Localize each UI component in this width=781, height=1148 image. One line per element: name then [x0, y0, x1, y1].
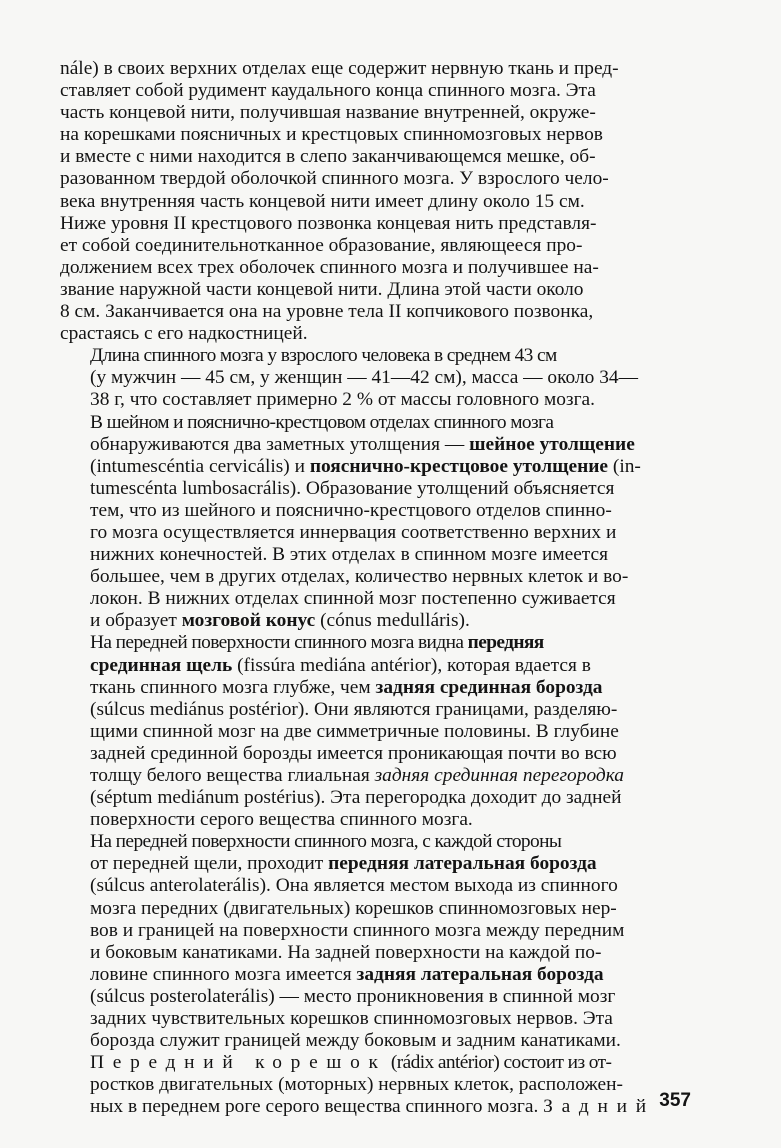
- bold-term: срединная щель: [90, 654, 233, 676]
- text-line: [60, 323, 688, 345]
- text-segment: от передней щели, проходит: [90, 853, 329, 875]
- text-segment: нижних конечностей. В этих отделах в спинном мозге имеется: [90, 544, 609, 566]
- text-line: [60, 632, 688, 654]
- text-line: [60, 124, 688, 146]
- text-segment: ных в переднем роге серого вещества спинного мозга.: [90, 1096, 544, 1118]
- text-segment: ет собой соединительнотканное образование, являющееся про-: [60, 234, 583, 256]
- text-segment: На передней поверхности спинного мозга видна: [90, 632, 468, 654]
- text-line: [60, 434, 688, 456]
- text-line: [60, 102, 688, 124]
- paragraph: [60, 345, 688, 411]
- text-segment: задней срединной борозды имеется проникающая почти во всю: [90, 742, 617, 764]
- text-segment: должением всех трех оболочек спинного мозга и получившее на-: [60, 256, 599, 278]
- text-line: [60, 831, 688, 853]
- text-line: [60, 478, 688, 500]
- bold-term: задняя латеральная борозда: [356, 963, 604, 985]
- text-line: [60, 898, 688, 920]
- text-line: [60, 146, 688, 168]
- text-segment: го мозга осуществляется иннервация соответственно верхних и: [90, 521, 617, 543]
- text-segment: (rádix antérior) состоит из от-: [386, 1052, 612, 1074]
- text-segment: часть концевой нити, получившая название внутренней, окруже-: [60, 102, 596, 124]
- text-line: [60, 191, 688, 213]
- bold-term: шейное утолщение: [469, 433, 635, 455]
- text-segment: (in-: [608, 455, 641, 477]
- text-line: [60, 279, 688, 301]
- text-segment: На передней поверхности спинного мозга, с каждой стороны: [90, 831, 562, 853]
- text-line: [60, 588, 688, 610]
- text-segment: (fissúra mediána antérior), которая вдается в: [232, 654, 591, 676]
- text-line: [60, 213, 688, 235]
- paragraph: [60, 831, 688, 1052]
- text-segment: (súlcus posterolaterális) — место проникновения в спинной мозг: [90, 985, 616, 1007]
- text-line: [60, 58, 688, 80]
- text-segment: ловине спинного мозга имеется: [90, 963, 357, 985]
- text-line: [60, 920, 688, 942]
- text-line: [60, 875, 688, 897]
- text-line: [60, 1008, 688, 1030]
- text-line: [60, 610, 688, 632]
- bold-term: мозговой конус: [181, 610, 316, 632]
- text-segment: борозда служит границей между боковым и задним канатиками.: [90, 1030, 621, 1052]
- text-segment: tumescénta lumbosacrális). Образование утолщений объясняется: [90, 477, 615, 499]
- text-line: [60, 765, 688, 787]
- text-segment: (у мужчин — 45 см, у женщин — 41—42 см), масса — около 34—: [90, 367, 638, 389]
- text-line: [60, 367, 688, 389]
- bold-term: передняя: [467, 632, 544, 654]
- text-segment: локон. В нижних отделах спинной мозг постепенно суживается: [90, 588, 616, 610]
- spaced-term: Задний: [543, 1096, 655, 1118]
- text-segment: срастаясь с его надкостницей.: [60, 323, 308, 345]
- text-segment: обнаруживаются два заметных утолщения —: [90, 433, 470, 455]
- text-segment: задних чувствительных корешков спинномозговых нервов. Эта: [90, 1008, 613, 1030]
- spaced-term: Передний корешок: [90, 1052, 387, 1074]
- text-segment: (súlcus anterolaterális). Она является местом выхода из спинного: [90, 875, 618, 897]
- text-segment: ткань спинного мозга глубже, чем: [90, 676, 376, 698]
- text-line: [60, 942, 688, 964]
- text-segment: разованном твердой оболочкой спинного мозга. У взрослого чело-: [60, 168, 609, 190]
- text-line: [60, 345, 688, 367]
- text-line: [60, 743, 688, 765]
- page-number: 357: [659, 1090, 691, 1111]
- text-line: [60, 500, 688, 522]
- text-segment: ростков двигательных (моторных) нервных клеток, расположен-: [90, 1074, 623, 1096]
- bold-term: пояснично-крестцовое утолщение: [309, 455, 609, 477]
- text-line: [60, 1030, 688, 1052]
- text-segment: nále) в своих верхних отделах еще содержит нервную ткань и пред-: [60, 58, 619, 79]
- text-segment: поверхности серого вещества спинного мозга.: [90, 809, 473, 831]
- text-line: [60, 1074, 688, 1096]
- text-line: [60, 456, 688, 478]
- bold-term: задняя срединная борозда: [375, 676, 603, 698]
- text-segment: (súlcus mediánus postérior). Они являются границами, разделяю-: [90, 698, 618, 720]
- text-segment: тем, что из шейного и пояснично-крестцового отделов спинно-: [90, 499, 612, 521]
- text-segment: толщу белого вещества глиальная: [90, 765, 375, 786]
- text-segment: Длина спинного мозга у взрослого человека в среднем 43 см: [90, 345, 557, 367]
- text-line: [60, 964, 688, 986]
- text-segment: ставляет собой рудимент каудального конца спинного мозга. Эта: [60, 80, 596, 102]
- text-segment: большее, чем в других отделах, количество нервных клеток и во-: [90, 566, 629, 588]
- text-segment: 8 см. Заканчивается она на уровне тела II копчикового позвонка,: [60, 301, 594, 323]
- text-line: [60, 655, 688, 677]
- text-segment: (cónus medulláris).: [315, 610, 470, 632]
- text-line: [60, 301, 688, 323]
- text-line: [60, 257, 688, 279]
- text-segment: и вместе с ними находится в слепо заканчивающемся мешке, об-: [60, 146, 596, 168]
- text-segment: вов и границей на поверхности спинного мозга между передним: [90, 919, 625, 941]
- text-line: [60, 566, 688, 588]
- bold-term: передняя латеральная борозда: [328, 853, 597, 875]
- text-segment: и образует: [90, 610, 182, 632]
- text-segment: (séptum mediánum postérius). Эта перегородка доходит до задней: [90, 787, 622, 809]
- text-line: [60, 809, 688, 831]
- paragraph: [60, 632, 688, 831]
- text-line: [60, 677, 688, 699]
- text-line: [60, 389, 688, 411]
- text-segment: мозга передних (двигательных) корешков спинномозговых нер-: [90, 897, 617, 919]
- text-segment: щими спинной мозг на две симметричные половины. В глубине: [90, 720, 619, 742]
- text-line: [60, 699, 688, 721]
- paragraph: [60, 58, 688, 345]
- text-line: [60, 168, 688, 190]
- paragraph: [60, 412, 688, 633]
- text-segment: 38 г, что составляет примерно 2 % от массы головного мозга.: [90, 389, 595, 411]
- text-line: [60, 522, 688, 544]
- text-line: [60, 986, 688, 1008]
- text-line: [60, 1052, 688, 1074]
- text-segment: (intumescéntia cervicális) и: [90, 455, 310, 477]
- text-segment: звание наружной части концевой нити. Длина этой части около: [60, 278, 584, 300]
- text-segment: на корешками поясничных и крестцовых спинномозговых нервов: [60, 124, 603, 146]
- text-segment: В шейном и пояснично-крестцовом отделах спинного мозга: [90, 411, 554, 433]
- paragraph: [60, 1052, 688, 1118]
- text-line: [60, 1096, 688, 1118]
- text-segment: Ниже уровня II крестцового позвонка концевая нить представля-: [60, 212, 597, 234]
- text-line: [60, 721, 688, 743]
- text-line: [60, 412, 688, 434]
- italic-term: задняя срединная перегородка: [374, 765, 624, 786]
- text-segment: и боковым канатиками. На задней поверхности на каждой по-: [90, 941, 602, 963]
- text-line: [60, 544, 688, 566]
- text-line: [60, 80, 688, 102]
- text-segment: века внутренняя часть концевой нити имеет длину около 15 см.: [60, 190, 585, 212]
- page-text: [60, 58, 688, 1119]
- text-line: [60, 853, 688, 875]
- text-line: [60, 235, 688, 257]
- text-line: [60, 787, 688, 809]
